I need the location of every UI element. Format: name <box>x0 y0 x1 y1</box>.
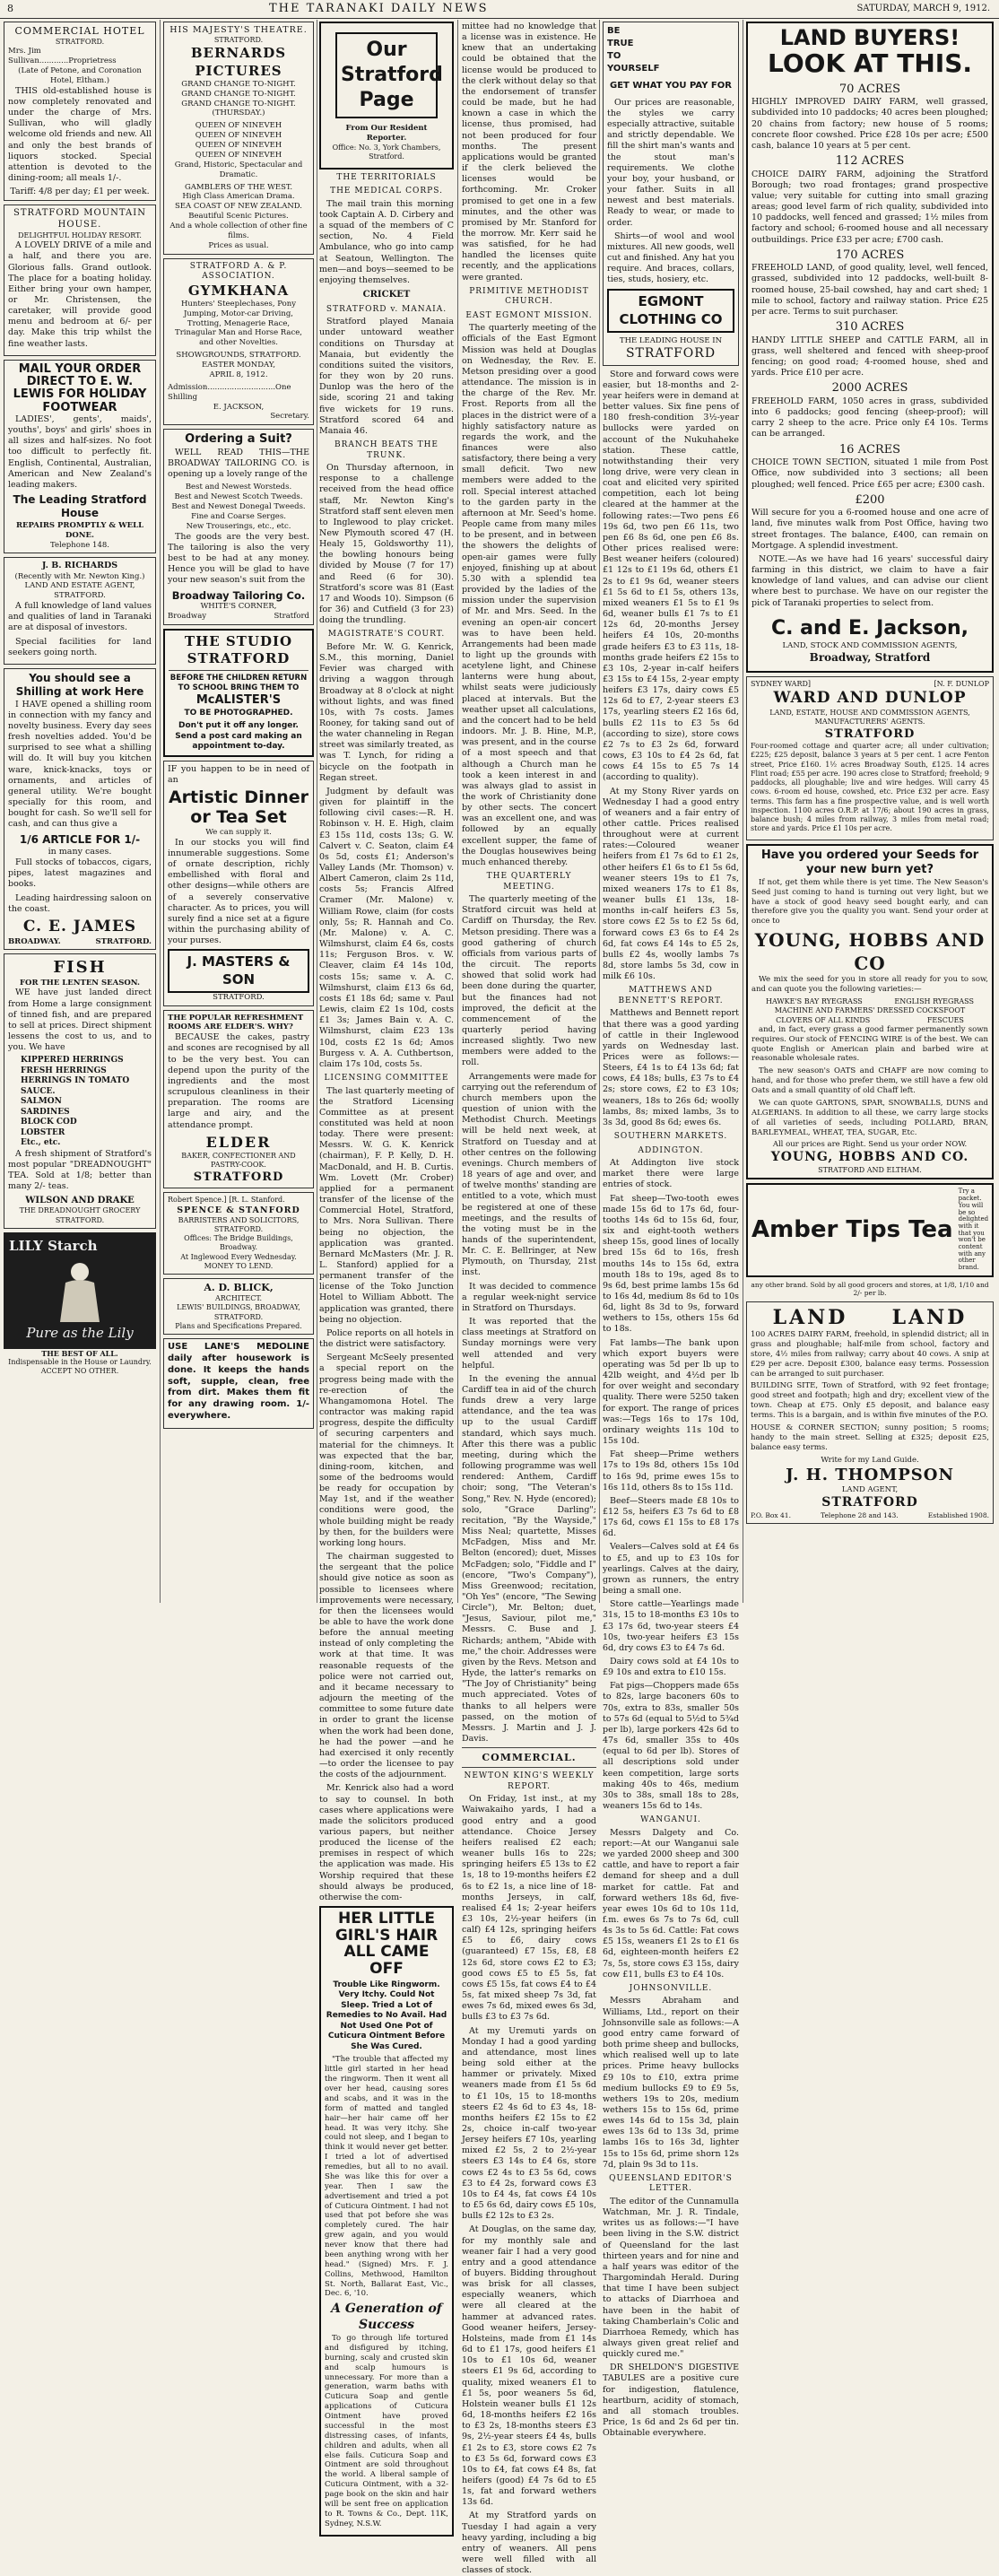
fish-item: FRESH HERRINGS <box>21 1066 107 1075</box>
dinner-body: In our stocks you will find innumerable suggestions. Some of ornate description, richly embellished with floral and other designs—while others are of a severely conservative character. As to prices, you will surely find a nice set at a figure within the purchasing ability of your purses. <box>168 837 309 946</box>
fish-item: BLOCK COD <box>21 1118 77 1127</box>
amber-foot: any other brand. Sold by all good grocers and stores, at 1/8, 1/10 and 2/- per lb. <box>751 1280 989 1298</box>
ad-mountain-house <box>4 205 156 355</box>
seeds-head: Have you ordered your Seeds for your new burn yet? <box>760 848 979 877</box>
lot-body: CHOICE TOWN SECTION, situated 1 mile from Post Office, now subdivided into 3 sections; all been ploughed; well fenced. Price £65 per acre; £300 cash. <box>751 457 988 490</box>
studio-body3: Don't put it off any longer. Send a post card making an appointment to-day. <box>175 721 302 752</box>
quarterly-body4: It was reported that the class meetings at Stratford on Sunday mornings were very well attended and very helpful. <box>462 1317 596 1371</box>
newton-body3: At Douglas, on the same day, for my monthly sale and weaner fair I had a very good entry and a good attendance of buyers. Bidding throughout was brisk for all classes, especially weaners, which were all cleared at the hammer at advanced rates. Good weaner heifers, Jersey-Holsteins, made from £1 14s 6d to £1 17s, good heifers £1 10s to £1 10s 6d, weaner steers £1 9s 6d, according to quality, mixed weaners £1 to £1 5s, poor weaners 5s 6d, Holstein weaner bulls £1 12s 6d, 18-months heifers £2 16s to £3 2s, 18-months steers £3 9s, 2½-year steers £4 4s, bulls £1 2s to £3, store cows £2 7s to £3 5s 6d, forward cows £3 10s to £4, fat cows £4 8s, fat heifers (good) £4 7s 6d to £5 1s, fat and forward wethers 13s 6d. <box>462 2224 596 2508</box>
seeds-body3: and, in fact, every grass a good farmer permanently sown requires. Our stock of FENCING WIRE is of the best. We can quote English or American plain and barbed wire at reasonable wholesale rates. <box>751 1024 988 1064</box>
column-3 <box>319 22 454 2528</box>
lewis-body: LADIES', gents', maids', youths', boys' and girls' shoes in all sizes and half-sizes. No foot too difficult to perfectly fit. English, Continental, Australian, American and New Zealand's leading makers. <box>8 413 152 490</box>
gymkhana-title: GYMKHANA <box>187 282 290 299</box>
magistrate-body: Before Mr. W. G. Kenrick, S.M., this morning, Daniel Fevier was charged with driving a waggon through Broadway at 8 o'clock at night without lights, and was fined 10s, with 7s costs. James Rooney, for taking sand out of the water channeling in Regan street was similarly treated, as was T. Lynch, for riding a bicycle on the footpath in Regan street. <box>319 641 454 783</box>
theatre-town: STRATFORD. <box>213 36 264 45</box>
johnsonville-head: JOHNSONVILLE. <box>629 1983 713 1993</box>
theatre-gamblers: GAMBLERS OF THE WEST. <box>184 182 293 192</box>
gymkhana-easter: EASTER MONDAY, <box>201 361 276 370</box>
richards-town: STRATFORD. <box>54 591 106 601</box>
richards-body: A full knowledge of land values and qualities of land in Taranaki are at disposal of investors. <box>8 601 152 633</box>
primitive-head: PRIMITIVE METHODIST CHURCH. <box>469 286 589 307</box>
egmont-word: TRUE <box>607 39 634 48</box>
land-note: NOTE.—As we have had 16 years' successful dairy farming in this district, we claim to have a fair knowledge of land values, and can advise our client where best to purchase. We have on our register the pick of Taranaki properties to select from. <box>751 553 988 608</box>
stratford-page-header <box>319 22 454 170</box>
egmont-word: TO <box>607 51 621 61</box>
hotel-body: THIS old-established house is now completely renovated and under the charge of Mrs. Sullivan, who will gladly welcome old friends and new. All and only the best brands of liquors stocked. Special attention is devoted to the dining-room; all meals 1/-. <box>8 85 152 184</box>
thompson-sub: LAND AGENT, <box>841 1485 899 1495</box>
gymkhana-admission: Admission............................One Shilling <box>168 382 291 402</box>
hotel-prop: Mrs. Jim Sullivan............Proprietress <box>8 47 117 66</box>
ad-his-majestys-theatre <box>163 22 314 255</box>
egmont-top-body: Our prices are reasonable, the styles we carry especially attractive, suitable and strictly dependable. We fill the shirt man's wants and the stout man's requirements. We clothe your boy, your husband, or your father. Suits in all newest and best materials. Ready to wear, or made to order. <box>607 97 734 228</box>
quarterly-body: The quarterly meeting of the Stratford circuit was held at Cardiff on Thursday, the Rev. Metson presiding. There was a good gathering of church officials from various parts of the circuit. The reports showed that solid work had been done during the quarter, but the finances had not improved, the deficit at the commencement of the quarterly period having increased slightly. Two new members were added to the roll. <box>462 894 596 1068</box>
wanganui-body: Messrs Dalgety and Co. report:—At our Wanganui sale we yarded 2000 sheep and 300 cattle, and have to report a fair demand for sheep and a dull market for cattle. Fat and forward wethers 18s 6d, five-year ewes 10s 6d to 10s 11d, f.m. ewes 6s 7s to 7s 6d, cull 4s 3s to 5s 6d. Cattle: Fat cows £5 15s, weaners £1 2s to £1 6s 6d, eighteen-month heifers £2 7s, 5s, store cows £3 15s, dairy cow £11, bulls £3 to £4 10s. <box>603 1827 739 1980</box>
licensing-body5: Mr. Kenrick also had a word to say to counsel. In both cases where applications were made the solicitors produced various papers, but neither produced the license of the premises in respect of which the application was made. His Worship required that these should always be produced, otherwise the com- <box>319 1783 454 1902</box>
seeds-body2: We mix the seed for you in store all ready for you to sow, and can quote you the following varieties:— <box>751 975 988 995</box>
lily-brand: LILY Starch <box>9 1237 98 1254</box>
column-4 <box>462 22 596 2576</box>
cuticura-body: "The trouble that affected my little girl started in her head the ringworm. Then it went all over her head, causing sores and scabs, and it was in the form of matted and tangled hair—her hair came off her head. It was very itchy. She could not sleep, and I began to think it would never get better. I tried a lot of advertised remedies, but all to no avail. She was like this for over a year. Then I saw the advertisement and tried a pot of Cuticura Ointment. I had not used that pot before she was completely cured. The hair grew again, and you would never know that there had been anything wrong with her head." (Signed) Mrs. F. J. Collins, Methwood, Hamilton St. North, Ballarat East, Vic., Dec. 6, '10. <box>325 2055 448 2299</box>
hotel-late: (Late of Petone, and Coronation Hotel, Eltham.) <box>18 66 142 85</box>
mountain-sub: DELIGHTFUL HOLIDAY RESORT. <box>18 231 142 239</box>
ad-amber-tips <box>746 1183 994 1276</box>
masters-name: J. MASTERS & SON <box>168 949 309 992</box>
lot-body: Will secure for you a 6-roomed house and one acre of land, five minutes walk from Post Office, having two street frontages. The balance, £400, can remain on Mortgage. A splendid investment. <box>751 508 988 551</box>
ad-dinner-set <box>163 761 314 1006</box>
shilling-body: I HAVE opened a shilling room in connection with my fancy and novelty business. Every day sees fresh novelties added. You'd be surprised to see what a shilling will do. It will buy you kitchen ware, knick-knacks, toys or ornaments, and articles of general utility. We're bought specially for this room, and bought for cash. So we'll sell for cash, and can thus give a <box>8 699 152 830</box>
quarterly-body2: Arrangements were made for carrying out the referendum of church members upon the question of union with the Methodist Church. Meetings will be held next week, at Stratford on Tuesday and at other centres on the following evenings. Church members of 18 years of age and over, and of twelve months' standing are entitled to a vote, which must be registered at one of these meetings, and the results of the voting must be in the hands of the superintendent, Mr. C. E. Bellringer, at New Plymouth, on Thursday, 21st inst. <box>462 1071 596 1278</box>
stony-body: At my Stony River yards on Wednesday I had a good entry of weaners and a fair entry of other cattle. Prices realised throughout were at current rates:—Coloured weaner heifers from £1 7s 6d to £1 2s, other heifers £1 6s to £1 5s 6d, weaner steers 19s to £1 7s, mixed weaners 17s to £1 8s, weaner bulls £1 13s, 18-months in-calf heifers £3 5s, store cows £2 5s to £2 5s 6d, forward cows £3 6s to £4 2s 6d, fat cows £4 14s to £5 2s, bulls £2 4s, woolly lambs 7s 8d, store lambs 5s 3d, cow in milk £6 10s. <box>603 786 739 982</box>
hotel-town: STRATFORD. <box>55 38 105 47</box>
newton-head: NEWTON KING'S WEEKLY REPORT. <box>464 1771 595 1791</box>
land-head2: LOOK AT THIS. <box>768 48 972 79</box>
mountain-body: A LOVELY DRIVE of a mile and a half, and there you are. Glorious falls. Grand outlook. The place for a boating holiday. Either bring your own hamper, or Mr. Christensen, the caretaker, will provide good menu and bedroom at 6/- per day. Make this trip whilst the fine weather lasts. <box>8 240 152 349</box>
richards-special: Special facilities for land seekers going north. <box>8 636 152 657</box>
suit-body2: The goods are the very best. The tailoring is also the very best to be had at any money. Hence you will be glad to have your new season's suit from the <box>168 531 309 586</box>
richards-line: LAND AND ESTATE AGENT, <box>24 581 135 591</box>
blick-name: A. D. BLICK, <box>204 1282 274 1294</box>
page-title: Our Stratford Page <box>335 32 438 118</box>
cuticura-head: HER LITTLE GIRL'S HAIR ALL CAME OFF <box>334 1910 439 1979</box>
blick-plans: Plans and Specifications Prepared. <box>175 1321 302 1330</box>
spence-names: Robert Spence.] [R. L. Stanford. <box>168 1196 285 1205</box>
cricket-head: CRICKET <box>362 289 411 300</box>
elder-head: THE POPULAR REFRESHMENT ROOMS ARE ELDER'S. WHY? <box>168 1013 304 1032</box>
egmont-shirts: Shirts—of wool and wool mixtures. All new goods, well cut and finished. Any hat you require. And braces, collars, ties, studs, hosiery, etc. <box>607 231 734 285</box>
spence-office: Offices: The Bridge Buildings, Broadway. <box>184 1234 293 1252</box>
page-from: From Our Resident Reporter. <box>345 124 428 144</box>
masthead-date: SATURDAY, MARCH 9, 1912. <box>856 4 990 13</box>
ward-sub: LAND, ESTATE, HOUSE AND COMMISSION AGENTS, MANUFACTURERS' AGENTS. <box>769 709 970 727</box>
ad-elder <box>163 1010 314 1189</box>
ad-spence-stanford <box>163 1192 314 1275</box>
dinner-head: Artistic Dinner or Tea Set <box>168 788 309 828</box>
ad-cuticura <box>319 1906 454 2537</box>
masthead-title: THE TARANAKI DAILY NEWS <box>269 2 489 15</box>
dinner-intro: IF you happen to be in need of an <box>168 763 309 786</box>
theatre-sea: SEA COAST OF NEW ZEALAND. <box>174 202 302 212</box>
richards-name: J. B. RICHARDS <box>41 561 118 571</box>
lot-size: 170 ACRES <box>835 248 905 262</box>
theatre-change: GRAND CHANGE TO-NIGHT. <box>181 99 296 109</box>
ad-shilling <box>4 668 156 951</box>
jackson-addr: Broadway, Stratford <box>809 650 931 664</box>
seeds-name: YOUNG, HOBBS AND CO <box>754 929 986 974</box>
magistrate-head: MAGISTRATE'S COURT. <box>327 630 446 640</box>
hotel-name: COMMERCIAL HOTEL <box>14 25 145 37</box>
blick-addr: LEWIS' BUILDINGS, BROADWAY, STRATFORD. <box>177 1303 300 1321</box>
seeds-var2: MACHINE AND FARMERS' DRESSED COCKSFOOT <box>774 1006 966 1015</box>
theatre-head: BERNARDS PICTURES <box>190 45 287 79</box>
fish-item: SARDINES <box>21 1107 70 1117</box>
studio-body2: TO BE PHOTOGRAPHED. <box>184 708 293 718</box>
ad-richards <box>4 557 156 665</box>
elder-name: ELDER <box>205 1133 272 1151</box>
suit-corner: WHITE'S CORNER, <box>200 602 277 612</box>
james-left: BROADWAY. <box>8 936 61 946</box>
queensland-tabules: DR SHELDON'S DIGESTIVE TABULES are a positive cure for indigestion, flatulence, heartburn, acidity of stomach, and all stomach troubles. Price, 1s 6d and 2s 6d per tin. Obtainable everywhere. <box>603 2363 739 2439</box>
ad-gymkhana <box>163 258 314 426</box>
lot-body: FREEHOLD FARM, 1050 acres in grass, subdivided into 6 paddocks; good fencing (sheep-proof); will carry 2 sheep to the acre. Price only £4 10s. Terms can be arranged. <box>751 396 988 439</box>
gymkhana-date: APRIL 8, 1912. <box>209 370 268 379</box>
gymkhana-body: Hunters' Steeplechases, Pony Jumping, Motor-car Driving, Trotting, Menagerie Race, Trinagular Man and Horse Race, and other Novelties. <box>175 299 302 348</box>
fish-tea: A fresh shipment of Stratford's most popular "DREADNOUGHT" TEA. Sold at 1/8; better than many 2/- teas. <box>8 1148 152 1192</box>
southern-body5: Beef—Steers made £8 10s to £12 5s, heifers £3 7s 6d to £8 17s 6d, cows £1 15s to £8 17s 6d. <box>603 1495 739 1539</box>
thompson-l2: LAND <box>891 1305 968 1329</box>
seeds-var3: CLOVERS OF ALL KINDS FESCUES <box>776 1015 964 1024</box>
elder-sub: BAKER, CONFECTIONER AND PASTRY-COOK. <box>181 1152 296 1170</box>
spence-sub: BARRISTERS AND SOLICITORS, STRATFORD. <box>178 1215 300 1233</box>
ad-thompson <box>746 1301 994 1524</box>
cuticura-sub: Trouble Like Ringworm. Very Itchy. Could Not Sleep. Tried a Lot of Remedies to No Avail. Had Not Used One Pot of Cuticura Ointment Before She Was Cured. <box>326 1980 447 2051</box>
studio-name: McALISTER'S <box>195 693 282 708</box>
theatre-whole: And a whole collection of other fine films. <box>169 222 308 240</box>
suit-item: Fine and Coarse Serges. <box>191 512 286 522</box>
suit-name: Broadway Tailoring Co. <box>171 588 306 602</box>
ad-suit <box>163 429 314 625</box>
lot-size: 16 ACRES <box>838 442 901 457</box>
lewis-head: MAIL YOUR ORDER DIRECT TO E. W. LEWIS FOR HOLIDAY FOOTWEAR <box>13 361 147 414</box>
thompson-ad3: HOUSE & CORNER SECTION; sunny position; 5 rooms; handy to the main street. Selling at £325; deposit £25, balance easy terms. <box>751 1423 989 1452</box>
studio-title: THE STUDIO <box>184 633 293 650</box>
james-name: C. E. JAMES <box>22 917 137 936</box>
cricket-sub: STRATFORD v. MANAIA. <box>326 304 447 314</box>
suit-item: Best and Newest Scotch Tweeds. <box>174 492 303 502</box>
newton-body: On Friday, 1st inst., at my Waiwakaiho yards, I had a good entry and a good attendance. Choice Jersey heifers realised £2 each; weaner bulls 16s to 22s; springing heifers £5 13s to £2 1s, 18 to 19-months heifers £2 6s to £2 1s, a nice line of 18-months Jerseys, in calf, realised £4 1s; 2-year heifers £3 10s, 2½-year heifers (in calf) £4 12s, springing heifers £5 to £6, dairy cows (guaranteed) £7 15s, £8, £8 12s 6d, store cows £2 to £3; good cows £5 to £5 5s, fat cows £5 15s, fat cows £4 to £4 5s, fat mixed sheep 7s 3d, fat ewes 7s 6d, mixed ewes 6s 3d, bulls £3 to £3 7s 6d. <box>462 1794 596 2023</box>
ward-name: WARD AND DUNLOP <box>773 689 967 708</box>
queensland-body: The editor of the Cunnamulla Watchman, Mr. J. R. Tindale, writes us as follows:—"I have been living in the S.W. district of Queensland for the last thirteen years and for nine and a half years was editor of the Thargomindah Herald. During that time I have been subject to attacks of Diarrhoea and have been in the habit of taking Chamberlain's Colic and Diarrhoea Remedy, which has always given great relief and quickly cured me." <box>603 2196 739 2360</box>
egmont-slogan: GET WHAT YOU PAY FOR <box>610 81 732 91</box>
page-number: 8 <box>7 3 13 14</box>
cricket-body: Stratford played Manaia under untoward weather conditions on Thursday at Manaia, but evidently the conditions suited the visitors, for they won by 20 runs. Dunlop was the hero of the side, scoring 21 and taking five wickets for 19 runs. Stratford scored 64 and Manaia 46. <box>319 317 454 436</box>
southern-body7: Store cattle—Yearlings made 31s, 15 to 18-months £3 10s to £3 17s 6d, two-year steers £4 10s, two-year heifers £3 15s 6d, dry cows £3 to £4 7s 6d. <box>603 1599 739 1653</box>
lily-foot1: THE BEST OF ALL. <box>41 1348 118 1358</box>
lot-size: 70 ACRES <box>838 82 901 96</box>
southern-body2: Fat sheep—Two-tooth ewes made 15s 6d to 17s 6d, four-tooths 14s 6d to 15s 6d, four, six and eight-tooth wethers sheep 15s, good lines of locally bred 15s 6d to 16s, fresh mouths 14s to 15s 6d, extra mouth 18s to 19s, aged 8s to 9s 6d, best prime lambs 15s 6d to 16s 4d, medium 8s 6d to 10s 6d, light 8s 3d to 9s, forward wethers to 15s, others 15s 6d to 18s. <box>603 1193 739 1335</box>
southern-body8: Dairy cows sold at £4 10s to £9 10s and extra to £10 15s. <box>603 1657 739 1678</box>
gymkhana-sec: E. JACKSON, <box>213 402 265 412</box>
shilling-article: 1/6 ARTICLE FOR 1/- <box>19 832 141 846</box>
gymkhana-org: STRATFORD A. & P. ASSOCIATION. <box>189 261 288 282</box>
egmont-word: YOURSELF <box>607 64 660 74</box>
lily-slogan: Pure as the Lily <box>26 1324 134 1341</box>
suit-left: Broadway <box>168 612 207 622</box>
lot-size: £200 <box>855 492 885 507</box>
branch-head: BRANCH BEATS THE TRUNK. <box>334 440 439 460</box>
cuticura-gen-head: A Generation of Success <box>331 2302 442 2333</box>
blick-sub: ARCHITECT. <box>214 1294 263 1303</box>
masters-town: STRATFORD. <box>213 992 265 1002</box>
ad-young-hobbs <box>746 844 994 1180</box>
suit-head: Ordering a Suit? <box>185 432 292 447</box>
theatre-beautiful: Beautiful Scenic Pictures. <box>188 212 289 222</box>
lily-foot3: ACCEPT NO OTHER. <box>40 1367 119 1376</box>
thompson-name: J. H. THOMPSON <box>786 1466 954 1485</box>
ad-egmont-top <box>603 22 739 366</box>
lot-size: 112 ACRES <box>835 153 905 168</box>
ward-tl: SYDNEY WARD] <box>751 680 811 689</box>
territorials-sub: THE MEDICAL CORPS. <box>330 187 443 196</box>
fish-body: WE have just landed direct from Home a large consignment of tinned fish, and are prepared to sell at prices. Direct shipment lessens the cost to us, and to you. We have <box>8 988 152 1053</box>
territorials-head: THE TERRITORIALS <box>336 172 437 182</box>
theatre-change: GRAND CHANGE TO-NIGHT. <box>181 89 296 99</box>
licensing-body2: Police reports on all hotels in the district were satisfactory. <box>319 1327 454 1350</box>
ad-commercial-hotel <box>4 22 156 201</box>
wilson-town: STRATFORD. <box>55 1215 105 1224</box>
egmont-name: EGMONT CLOTHING CO <box>607 289 734 332</box>
seeds-body6: All our prices are Right. Send us your order NOW. <box>772 1140 968 1150</box>
branch-body: On Thursday afternoon, in response to a challenge received from the head office staff, Mr. Newton King's Stratford staff sent eleven men to Inglewood to play cricket. New Plymouth scored 47 (H. Healy 15, Goldsworthy 11), the bowling honours being divided by Mouse (7 for 17) and Reed (6 for 30). Stratford's score was 81 (East 17 and Woods 10). Simpson (6 for 36) and Cutfield (3 for 23) doing the trundling. <box>319 463 454 626</box>
licensing-head: LICENSING COMMITTEE <box>324 1073 449 1083</box>
southern-body4: Fat sheep—Prime wethers 17s to 19s 8d, others 15s 10d to 16s 9d, prime ewes 15s to 16s 11d, others 8s to 15s 11d. <box>603 1449 739 1493</box>
jackson-name: C. and E. Jackson, <box>770 616 969 640</box>
lewis-repairs: REPAIRS PROMPTLY & WELL DONE. <box>15 520 144 540</box>
theatre-change: GRAND CHANGE TO-NIGHT. <box>181 79 296 89</box>
lot-size: 2000 ACRES <box>831 381 908 396</box>
theatre-queen: QUEEN OF NINEVEH <box>195 121 282 131</box>
theatre-queen: QUEEN OF NINEVEH <box>195 131 282 141</box>
jackson-sub: LAND, STOCK AND COMMISSION AGENTS, <box>782 640 958 650</box>
johnsonville-body: Messrs Abraham and Williams, Ltd., report on their Johnsonville sale as follows:—A good entry came forward of both prime sheep and bullocks, which realised well up to late prices. Prime heavy bullocks £9 10s to £10, extra prime medium bullocks £9 to £9 5s, wethers 19s to 20s, medium wethers 15s to 15s 6d, prime ewes 14s 6d to 15s 3d, plain ewes 13s 6d to 13s 3d, prime lambs 16s to 16s 3d, lighter 15s to 15s 6d, prime shorn 12s 7d, plain 9s 3d to 11s. <box>603 1996 739 2170</box>
lewis-tel: Telephone 148. <box>50 540 109 550</box>
ad-ward-dunlop <box>746 676 994 840</box>
seeds-body5: We can quote GARTONS, SPAR, SNOWBALLS, DUNS and ALGERIANS. In addition to all these, we carry large stocks of all varieties of seeds, including POLLARD, BRAN, BARLEYMEAL, WHEAT, TEA, SUGAR, Etc. <box>751 1098 988 1137</box>
fish-item: KIPPERED HERRINGS <box>21 1056 124 1066</box>
thompson-town: STRATFORD <box>821 1495 918 1510</box>
licensing-body3: Sergeant McSeely presented a special report on the progress being made with the re-erection of the Whangamomona Hotel. The contractor was making rapid progress, despite the difficulty of securing carpenters and material for the chimneys. It was expected that the bar, dining-room, kitchen, and some of the bedrooms would be ready for occupation by May 1st, and if the weather conditions were good, the whole building might be ready by then, for the builders were working long hours. <box>319 1353 454 1548</box>
seeds-town: STRATFORD AND ELTHAM. <box>818 1166 922 1175</box>
thompson-ad1: 100 ACRES DAIRY FARM, freehold, in splendid district; all in grass and ploughable; half-mile from school, factory and store, 4½ miles from railway; carry about 40 cows. A snip at £29 per acre. Deposit £300, balance easy terms. Possession can be arranged to suit purchaser. <box>751 1330 989 1379</box>
masthead <box>0 0 999 19</box>
ad-blick <box>163 1278 314 1335</box>
lot-body: CHOICE DAIRY FARM, adjoining the Stratford Borough; two road frontages; grand prospective value; very suitable for cutting into small grazing areas; good level farm of rich quality, subdivided into 10 paddocks, well fenced and grassed; 1½ miles from factory and school; 6-roomed house and all necessary outbuildings. Price £33 per acre; £700 cash. <box>751 169 988 245</box>
lot-body: HANDY LITTLE SHEEP and CATTLE FARM, all in grass, well sheltered and fenced with sheep-proof fencing; on good road; 4-roomed house, shed and yards. Price £10 per acre. <box>751 335 988 379</box>
suit-item: Best and Newest Worsteds. <box>185 483 292 492</box>
licensing-body: The last quarterly meeting of the Stratford Licensing Committee as at present constituted was held at noon today. There were present: Messrs. W. G. K. Kenrick (chairman), F. P. Kelly, D. H. MacDonald, and H. B. Curtis. Wm. Lovett (Mr. Crober) applied for a permanent transfer of the license of the Commercial Hotel, Stratford, to Mrs. Nora Sullivan. There being no objection, the application was granted. Bernard McMasters (Mr. J. R. L. Stanford) applied for a permanent transfer of the license of the Toko Junction Hotel to William Abbott. The application was granted, there being no objection. <box>319 1085 454 1325</box>
egmont-word: BE <box>607 26 621 36</box>
shilling-head: You should see a Shilling at work Here <box>15 671 144 699</box>
southern-body: At Addington live stock market there were large entries of stock. <box>603 1158 739 1190</box>
land-head1: LAND BUYERS! <box>779 25 960 50</box>
fish-item: SALMON <box>21 1097 62 1107</box>
ward-town: STRATFORD <box>824 727 916 741</box>
gymkhana-secr: Secretary. <box>270 412 309 422</box>
primitive-sub: EAST EGMONT MISSION. <box>465 310 593 320</box>
southern-body9: Fat pigs—Choppers made 65s to 82s, large baconers 60s to 70s, extra to 83s, smaller 50s to 57s 6d (equal to 5½d to 5¾d per lb), large porkers 42s 6d to 47s 6d, smaller 35s to 40s (equal to 6d per lb). Stores of all descriptions sold under keen competition, large sorts making 40s to 46s, medium 30s to 38s, small 18s to 28s, weaners 15s 6d to 14s. <box>603 1681 739 1812</box>
fish-head: FISH <box>53 958 107 978</box>
southern-body6: Vealers—Calves sold at £4 6s to £5, and up to £3 10s for yearlings. Calves at the dairy, grown as runners, the entry being a small one. <box>603 1542 739 1597</box>
ward-body: Four-roomed cottage and quarter acre; all under cultivation; £225; £25 deposit, balance 3 years at 5 per cent. 1 acre Fenton street, Price £160. 1½ acres Broadway South, £125. 14 acres Flint road; £55 per acre. 190 acres close to Stratford; freehold; 9 paddocks, all ploughable; live and wire hedges. Will carry 45 cows. 6-room ed house, cowshed, etc. Price £32 per acre. Easy terms. This farm has a fine prospective value, and is well worth inspection. 1100 acres O.R.P. at 17/6; about 190 acres in grass, balance bush; 4 miles from railway, 3 miles from metal road; store and yards. Price £1 10s per acre. <box>751 742 989 833</box>
southern-head: SOUTHERN MARKETS. <box>613 1132 728 1142</box>
ad-lewis-footwear <box>4 360 156 554</box>
column-6 <box>746 22 994 1602</box>
ad-fish <box>4 953 156 1228</box>
medoline-body: USE LANE'S MEDOLINE daily after housework is done. It keeps the hands soft, supple, clean, free from dirt. Makes them fit for any drawing room. 1/- everywhere. <box>168 1342 309 1421</box>
thompson-tel: Telephone 28 and 143. <box>821 1511 899 1520</box>
elder-town: STRATFORD <box>193 1170 284 1184</box>
gymkhana-grounds: SHOWGROUNDS, STRATFORD. <box>176 351 301 361</box>
lily-woman-illustration <box>53 1259 107 1322</box>
suit-body: WELL READ THIS—THE BROADWAY TAILORING CO. is opening up a lovely range of the <box>168 447 309 480</box>
fish-item: Etc., etc. <box>21 1138 61 1148</box>
mountain-name: STRATFORD MOUNTAIN HOUSE. <box>13 208 146 231</box>
theatre-high: High Class American Drama. <box>182 192 295 202</box>
commercial-head: COMMERCIAL. <box>482 1752 577 1764</box>
southern-body3: Fat lambs—The bank upon which export buyers were operating was 5d per lb up to 42lb weight, and 4½d per lb for over weight and secondary quality. There were 5250 taken for export. The range of prices was:—Tegs 16s to 17s 10d, ordinary weights 11s 10d to 15s 10d. <box>603 1337 739 1447</box>
seeds-body4: The new season's OATS and CHAFF are now coming to hand, and for those who prefer them, we still have a few old Oats and a small quantity of old Chaff left. <box>751 1066 988 1096</box>
seeds-body: If not, get them while there is yet time. The New Season's Seed just coming to hand is turning out very light, but we have a stock of good heavy seed bought early, and can therefore give you the quality you want. Send your order at once to <box>751 877 988 927</box>
seeds-var1: HAWKE'S BAY RYEGRASS ENGLISH RYEGRASS <box>766 997 974 1006</box>
fish-item: LOBSTER <box>21 1127 65 1137</box>
quarterly-body5: In the evening the annual Cardiff tea in aid of the church funds drew a very large attendance, and the tea was up to the usual Cardiff standard, which says much. After this there was a public meeting, during which the following programme was well rendered: Anthem, Cardiff choir; song, "The Veteran's Song," Rev. N. Hyde (encored); solo, "Grace Darling"; recitation, "By the Wayside," Miss Neal; quartette, Misses McFadgen, Miss and Mr. Belton (encored); duet, Misses McFadgen; solo, "Fiddle and I" (encore, "Two's Company"), Miss Greenwood; recitation, "Oh Yes" (encore, "The Sewing Circle"), Mr. Belton; duet, "Jesus, Saviour, pilot me," Messrs. C. Buse and J. Richards; anthem, "Abide with me," the choir. Addresses were given by the Revs. Metson and Hyde, the latter's remarks on "The Joy of Christianity" being much appreciated. Votes of thanks to all helpers were passed, on the motion of Messrs. J. Martin and J. J. Davis. <box>462 1373 596 1745</box>
egmont-sub: THE LEADING HOUSE IN <box>619 335 723 345</box>
lot-body: HIGHLY IMPROVED DAIRY FARM, well grassed, subdivided into 10 paddocks; 40 acres been ploughed; 20 chains from factory; new house of 5 rooms; concrete floor cowshed. Price £28 10s per acre; £500 cash, balance 10 years at 5 per cent. <box>751 97 988 151</box>
lot-body: FREEHOLD LAND, of good quality, level, well fenced, grassed, subdivided into 12 paddocks, well-built 8-roomed house, 25-bail cowshed, hay and cart shed; 1 mile to school, factory and railway station. Price £25 per acre. Terms to suit purchaser. <box>751 263 988 317</box>
theatre-queen: QUEEN OF NINEVEH <box>195 141 282 151</box>
james-right: STRATFORD. <box>95 936 152 946</box>
southern-sub: ADDINGTON. <box>638 1145 704 1155</box>
studio-body1: BEFORE THE CHILDREN RETURN TO SCHOOL BRING THEM TO <box>169 674 308 693</box>
spence-firm: SPENCE & STANFORD <box>177 1205 300 1215</box>
cuticura-gen-body: To go through life tortured and disfigured by itching, burning, scaly and crusted skin and scalp humours is unnecessary. For more than a generation, warm baths with Cuticura Soap and gentle applications of Cuticura Ointment have proved successful in the most distressing cases, of infants, children and adults, when all else fails. Cuticura Soap and Ointment are sold throughout the world. A liberal sample of Cuticura Ointment, with a 32-page book on the skin and hair will be sent free on application to R. Towns & Co., Dept. 11K, Sydney, N.S.W. <box>325 2334 448 2528</box>
thompson-write: Write for my Land Guide. <box>821 1455 919 1465</box>
spence-money: MONEY TO LEND. <box>204 1261 274 1270</box>
lot-size: 310 ACRES <box>835 320 905 335</box>
shilling-tobacco: Full stocks of tobaccos, cigars, pipes, latest magazines and books. <box>8 857 152 890</box>
ward-tr: [N. F. DUNLOP <box>934 680 989 689</box>
column-2 <box>163 22 314 1602</box>
suit-right: Stratford <box>274 612 309 622</box>
theatre-grand: Grand, Historic, Spectacular and Dramatic. <box>174 160 303 179</box>
richards-sub: (Recently with Mr. Newton King.) <box>14 571 145 581</box>
wilson-sub: THE DREADNOUGHT GROCERY <box>19 1206 141 1215</box>
licensing-cont: mittee had no knowledge that a license was in existence. He knew that an undertaking could be obtained that the license would be produced to the clerk without delay so that the endorsement of transfer could be made, but he had known a case in which the license, thus promised, had not been produced for four months. The present applications would be granted if the clerk believed the licenses would be forthcoming. Mr. Croker promised to get one in a few minutes, and the other was promised by Mr. Stanford for the morrow. Mr. Kerr said he was satisfied, for he had handled the licenses quite recently, and the applications were granted. <box>462 22 596 283</box>
shilling-hair: Leading hairdressing saloon on the coast. <box>8 892 152 914</box>
studio-town: STRATFORD <box>187 650 291 667</box>
dinner-help: We can supply it. <box>205 827 272 837</box>
primitive-body: The quarterly meeting of the officials of the East Egmont Mission was held at Douglas on Wednesday, the Rev. E. Metson presiding over a good attendance. The mission is in the charge of the Rev. Mr. Frost. Reports from all the places in the district were of a highly satisfactory nature as regards the work, and the finances were also satisfactory, there being a very small deficit. Two new members were added to the roll. Special interest attached to the garden party in the afternoon at Mr. Seed's home. People came from many miles to be present, and in between the showers the delights of open-air games were fully enjoyed, finishing up at about 5.30 with a splendid tea provided by the ladies of the mission under the supervision of Mr. and Mrs. Seed. In the evening an open-air concert was to have been held. Arrangements had been made to light up the grounds with acetylene light, and Chinese lanterns were hung about, whilst seats were judiciously placed at intervals. But the weather upset all calculations, and the concert had to be held indoors. Mr. J. B. Hine, M.P., was present, and in the course of a most speech and that although a Church man he took a keen interest in and was always glad to assist in the work of Christianity done by other sects. The concert was an excellent one, and was followed by an equally excellent supper, the fame of the Douglas housewives being much enhanced thereby. <box>462 323 596 867</box>
suit-item: Best and Newest Donegal Tweeds. <box>171 502 306 512</box>
column-1 <box>4 22 156 1602</box>
page-office: Office: No. 3, York Chambers, Stratford. <box>332 144 441 161</box>
ad-land-buyers <box>746 22 994 673</box>
elder-body: BECAUSE the cakes, pastry and scones are recognised by all to be the very best. You can depend upon the purity of the ingredients and the most scrupulous cleanliness in their preparation. The rooms are large and airy, and the attendance prompt. <box>168 1032 309 1130</box>
column-5 <box>603 22 739 2439</box>
territorials-body: The mail train this morning took Captain A. D. Cirbery and a squad of the members of C section, No. 4 Field Ambulance, who go into camp at Seatoun, Wellington. The men—and boys—seemed to be enjoying themselves. <box>319 198 454 285</box>
theatre-name: HIS MAJESTY'S THEATRE. <box>169 25 308 35</box>
sale-body: Store and forward cows were easier, but 18-months and 2-year heifers were in demand at better values. Six fine pens of 180 fresh-condition 3½-year bullocks were yarded on account of the Nukuhaheke station. These cattle, notwithstanding their very long drive, were very clean in coat and elicited very spirited competition, each lot being cleared at the hammer at the following rates:—Two pens £6 19s 6d, two pen £6 11s, two pen £6 8s 6d, one pen £6 8s. Other prices realised were: Best weaner heifers (coloured) £1 12s to £1 19s 6d, others £1 2s to £1 9s 6d, weaner steers £1 5s 6d to £1 5s, others 13s, mixed weaners £1 5s to £1 9s 6d, weaner bulls £1 7s to £1 12s 6d, 20-months Jersey heifers £4 10s, 20-months grade heifers £3 to £3 11s, 18-months grade heifers £2 15s to £3 10s, 2-year in-calf heifers £3 15s to £4 15s, 2-year empty heifers £3 17s, dairy cows £5 12s 6d to £7, 2-year steers £3 17s, yearling steers £2 16s 6d, bulls £2 11s to £3 5s 6d (according to size), store cows £2 7s to £3 2s 6d, forward cows, £3 10s to £4 2s 6d, fat cows £4 15s to £5 7s 14 (according to quality). <box>603 369 739 783</box>
thompson-l1: LAND <box>772 1305 848 1329</box>
egmont-town: STRATFORD <box>625 345 717 361</box>
theatre-change: (THURSDAY.) <box>212 109 265 118</box>
ad-lily-starch <box>4 1232 156 1349</box>
queensland-head: QUEENSLAND EDITOR'S LETTER. <box>609 2173 733 2194</box>
licensing-body4: The chairman suggested to the sergeant that the police should give notice as soon as possible to licensees where improvements were necessary, for then the licensees would be able to have the work done before the annual meeting instead of only completing the work at that time. It was reasonable requests of the police were not carried out, and it became necessary to adjourn the meeting of the committee to some future date in order to grant the license when the work had been done, he had the power —and he had exercised it only recently —to order the licensee to pay the costs of the adjournment. <box>319 1552 454 1780</box>
amber-side: Try a packet. You will be so delighted with it that you won't be content with any other brand. <box>958 1188 989 1272</box>
newton-body2: At my Uremuti yards on Monday I had a good yarding and attendance, most lines being sold either at the hammer or privately. Mixed weaners made from £1 5s 6d to £1 10s, 15 to 18-months steers £2 4s 6d to £3 4s, 18-months heifers £2 15s to £2 2s, choice in-calf two-year Jersey heifers £7 10s, yearling mixed £2 5s, 2 to 2½-year steers £3 14s to £4 6s, store cows £2 4s to £3 5s 6d, cows £3 to £4 2s, forward cows £3 10s to £4 4s, fat cows £4 10s to £5 6s 6d, dairy cows £5 10s, bulls £2 12s to £3 2s. <box>462 2025 596 2222</box>
ad-medoline <box>163 1338 314 1429</box>
fish-sub: FOR THE LENTEN SEASON. <box>20 978 140 988</box>
newton-body4: At my Stratford yards on Tuesday I had again a very heavy yarding, including a big entry of weaners. All pens were well filled with all classes of stock. <box>462 2511 596 2576</box>
quarterly-head: THE QUARTERLY MEETING. <box>486 872 572 892</box>
amber-head: Amber Tips Tea <box>751 1215 953 1243</box>
spence-inglewood: At Inglewood Every Wednesday. <box>180 1252 297 1261</box>
thompson-pobox: P.O. Box 41. <box>751 1511 791 1520</box>
theatre-queen: QUEEN OF NINEVEH <box>195 150 282 160</box>
lewis-house: The Leading Stratford House <box>13 493 147 520</box>
theatre-prices: Prices as usual. <box>208 240 269 250</box>
suit-item: New Trouserings, etc., etc. <box>186 521 291 531</box>
ad-studio <box>163 629 314 757</box>
matthews-head: MATTHEWS AND BENNETT'S REPORT. <box>618 986 724 1005</box>
hotel-tariff: Tariff: 4/8 per day; £1 per week. <box>10 187 150 197</box>
shilling-cases: in many cases. <box>48 846 112 857</box>
quarterly-body3: It was decided to commence a regular week-night service in Stratford on Thursdays. <box>462 1281 596 1313</box>
magistrate-body2: Judgment by default was given for plaintiff in the following civil cases:—R. H. Robinson v. H. E. High, claim £3 15s 11d, costs 13s; G. W. Calvert v. C. Seaton, claim £4 0s 5d, costs £1; Anderson's Valley Lands (Mr. Thomson) v. Albert Cameron, claim 2s 11d, costs 5s; Francis Alfred Cramer (Mr. Malone) v. William Rowe, claim (for costs only, 5s; R. Hannah and Co. (Mr. Malone) v. A. C. Wilmshurst, claim £4 6s, costs 11s; Ferguson Bros. v. W. Cleaver, claim £4 14s 10d, costs 15s; same v. A. C. Wilmshurst, claim £13 6s 6d, costs £1 18s 6d; same v. Paul Lewis, claim £2 1s 10d, costs £1 3s; James Bain v. A. C. Wilmshurst, claim £23 13s 10d, costs £2 1s 6d; Amos Burgess v. A. A. Cuthbertson, claim 17s 10d, costs 5s. <box>319 786 454 1069</box>
thompson-est: Established 1908. <box>927 1511 989 1520</box>
fish-item: HERRINGS IN TOMATO SAUCE. <box>21 1076 130 1096</box>
thompson-ad2: BUILDING SITE, Town of Stratford, with 92 feet frontage; good street and footpath; high and dry; excellent view of the town. Cheap at £75. Only £5 deposit, and balance easy terms. This is a bargain, and is within five minutes of the P.O. <box>751 1381 989 1421</box>
lily-foot2: Indispensable in the House or Laundry. <box>8 1358 152 1367</box>
seeds-name2: YOUNG, HOBBS AND CO. <box>770 1150 969 1165</box>
wanganui-head: WANGANUI. <box>640 1815 701 1825</box>
wilson-name: WILSON AND DRAKE <box>25 1195 135 1205</box>
matthews-body: Matthews and Bennett report that there was a good yarding of cattle in their Inglewood yards on Wednesday last. Prices were as follows:—Steers, £4 1s to £4 13s 6d; fat cows, £4 18s; bulls, £3 7s to £4 2s; store cows, £2 to £3 10s; weaners, 18s to 26s 6d; woolly lambs, 8s; mixed lambs, 3s to 3s 3d, good 8s 6d; ewes 6s. <box>603 1008 739 1127</box>
